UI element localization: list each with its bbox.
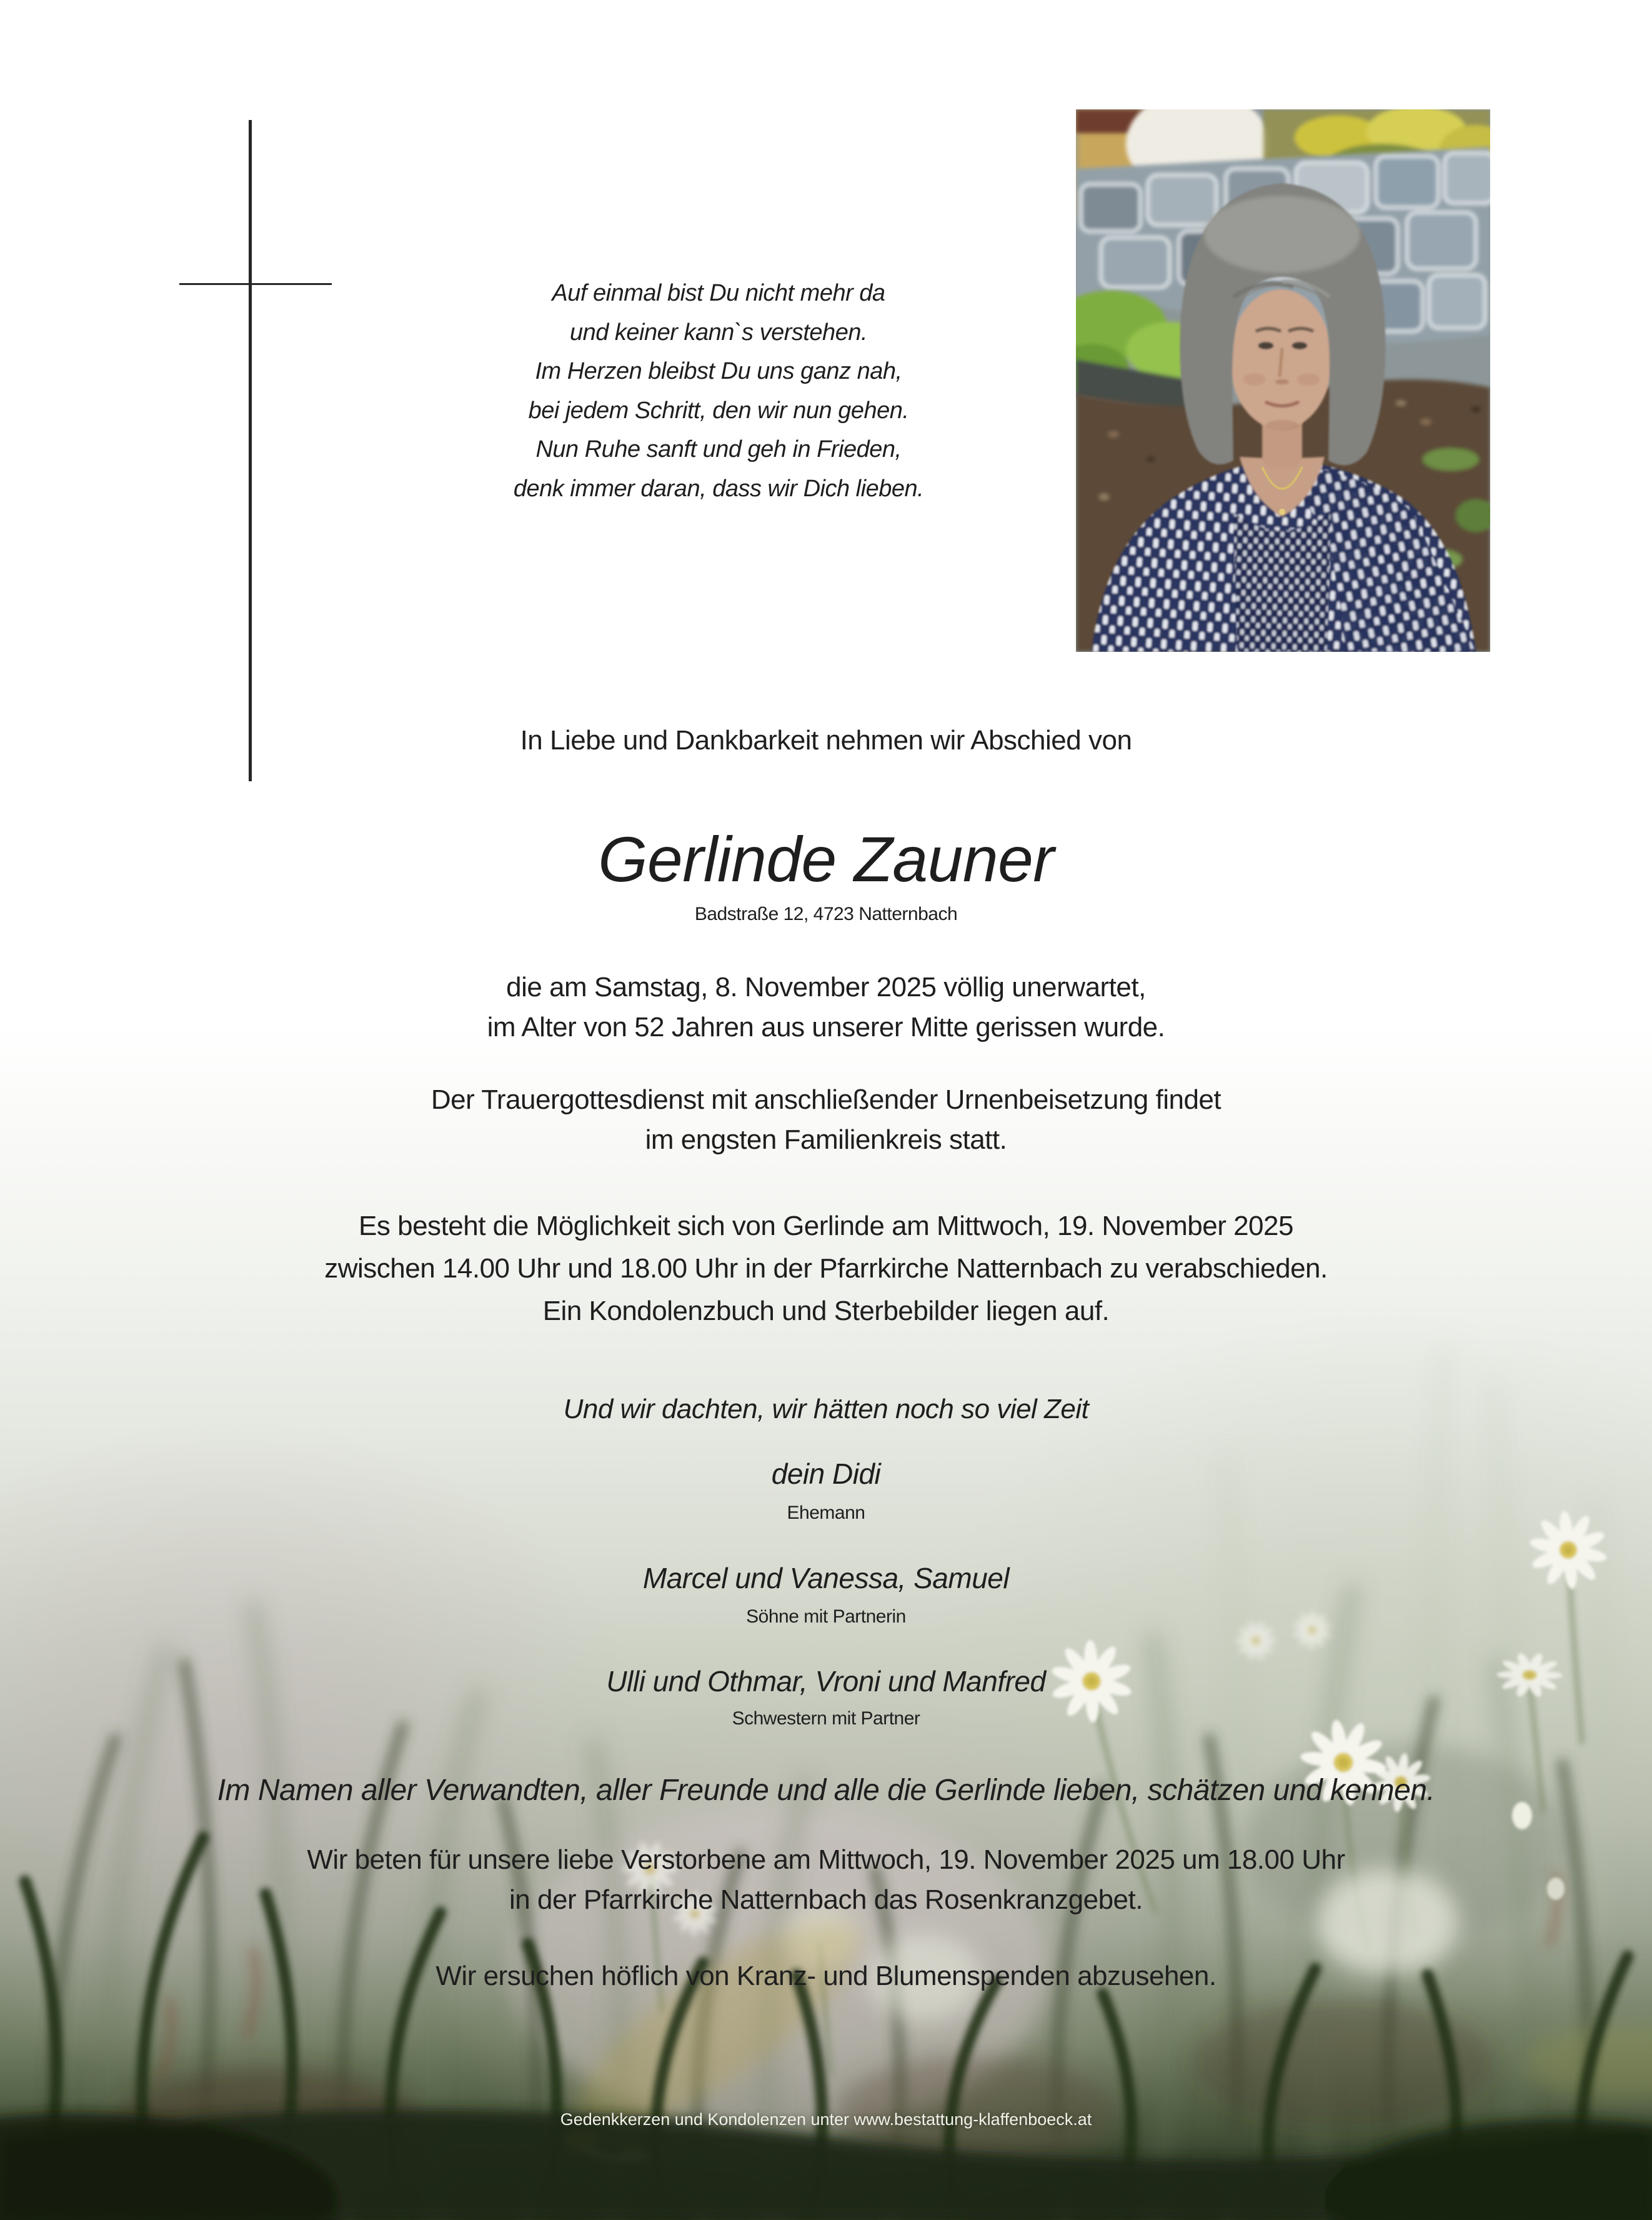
rosary-info: [0, 1840, 1652, 1920]
farewell-info: [0, 1205, 1652, 1332]
mourner-names: Ulli und Othmar, Vroni und Manfred: [606, 1665, 1046, 1698]
mourner-relation: Ehemann: [787, 1502, 865, 1523]
mourner-relation: Söhne mit Partnerin: [746, 1606, 906, 1627]
poem-line: Auf einmal bist Du nicht mehr da: [552, 280, 885, 306]
deceased-address: Badstraße 12, 4723 Natternbach: [694, 904, 958, 924]
poem-line: Nun Ruhe sanft und geh in Frieden,: [535, 436, 902, 462]
cross-horizontal-bar: [179, 283, 332, 285]
quote-line: Und wir dachten, wir hätten noch so viel Zeit: [563, 1394, 1089, 1424]
service-line: im engsten Familienkreis statt.: [645, 1124, 1007, 1155]
mourner-names: Marcel und Vanessa, Samuel: [642, 1562, 1010, 1594]
death-line: die am Samstag, 8. November 2025 völlig unerwartet,: [506, 972, 1146, 1002]
in-name-of-line: Im Namen aller Verwandten, aller Freunde und alle die Gerlinde lieben, schätzen und kennen.: [217, 1774, 1435, 1807]
poem-line: bei jedem Schritt, den wir nun gehen.: [528, 397, 909, 424]
service-info: [0, 1080, 1652, 1160]
footer-note: Gedenkkerzen und Kondolenzen unter www.bestattung-klaffenboeck.at: [560, 2110, 1092, 2129]
memorial-poem: [437, 274, 1000, 508]
cross-vertical-bar: [249, 120, 252, 781]
mourner-names: dein Didi: [771, 1458, 881, 1490]
portrait-illustration: [1076, 109, 1490, 652]
rosary-line: Wir beten für unsere liebe Verstorbene am Mittwoch, 19. November 2025 um 18.00 Uhr: [307, 1844, 1345, 1875]
poem-line: Im Herzen bleibst Du uns ganz nah,: [535, 358, 902, 384]
farewell-line: Es besteht die Möglichkeit sich von Gerlinde am Mittwoch, 19. November 2025: [359, 1211, 1293, 1241]
rosary-line: in der Pfarrkirche Natternbach das Rosenkranzgebet.: [509, 1884, 1143, 1915]
poem-line: und keiner kann`s verstehen.: [569, 319, 868, 346]
mourner-relation: Schwestern mit Partner: [732, 1708, 920, 1729]
flower-donation-note: Wir ersuchen höflich von Kranz- und Blumenspenden abzusehen.: [435, 1961, 1217, 1991]
portrait-photo: [1076, 109, 1490, 652]
death-line: im Alter von 52 Jahren aus unserer Mitte gerissen wurde.: [487, 1012, 1165, 1042]
death-info: [0, 968, 1652, 1048]
intro-line: In Liebe und Dankbarkeit nehmen wir Abschied von: [520, 725, 1132, 756]
service-line: Der Trauergottesdienst mit anschließender Urnenbeisetzung findet: [430, 1084, 1222, 1115]
farewell-line: Ein Kondolenzbuch und Sterbebilder liegen auf.: [542, 1296, 1110, 1326]
deceased-name: Gerlinde Zauner: [598, 824, 1054, 895]
farewell-line: zwischen 14.00 Uhr und 18.00 Uhr in der Pfarrkirche Natternbach zu verabschieden.: [324, 1253, 1328, 1284]
poem-line: denk immer daran, dass wir Dich lieben.: [513, 475, 924, 502]
